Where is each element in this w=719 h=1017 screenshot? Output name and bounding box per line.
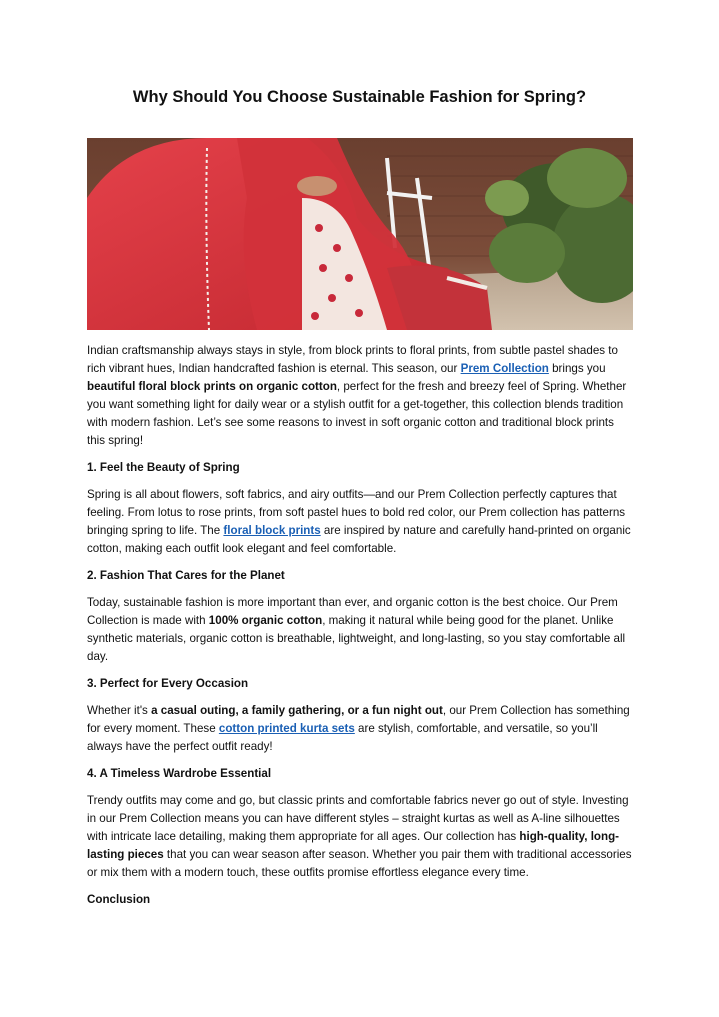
intro-paragraph: Indian craftsmanship always stays in style, from block prints to floral prints, from subtle pastel shades to rich vibrant hues, Indian handcrafted fashion is eternal. This season, our Prem Collection brings you beautiful floral block prints on organic cotton, perfect for the fresh and breezy feel of Spring. Whether you want something light for daily wear or a stylish outfit for a get-together, this collection blends tradition with modern fashion. Let’s see some reasons to invest in soft organic cotton and traditional block prints this spring! xyxy=(87,344,627,447)
section-3-heading: 3. Perfect for Every Occasion xyxy=(87,677,249,690)
section-2-heading: 2. Fashion That Cares for the Planet xyxy=(87,569,285,582)
section-4-heading: 4. A Timeless Wardrobe Essential xyxy=(87,767,272,780)
prem-collection-link[interactable]: Prem Collection xyxy=(460,362,549,375)
hero-photo-illustration xyxy=(87,138,633,330)
article-body xyxy=(87,342,635,918)
conclusion-heading: Conclusion xyxy=(87,893,151,906)
cotton-printed-kurta-sets-link[interactable]: cotton printed kurta sets xyxy=(218,722,355,735)
section-4-paragraph: Trendy outfits may come and go, but classic prints and comfortable fabrics never go out of style. Investing in our Prem Collection means you can have different styles – straight kurtas as well as A-line silhouettes with intricate lace detailing, making them appropriate for all ages. Our collection has high-quality, long-lasting pieces that you can wear season after season. Whether you pair them with traditional accessories or mix them with a modern touch, these outfits promise effortless elegance every time. xyxy=(87,794,632,879)
floral-block-prints-link[interactable]: floral block prints xyxy=(223,524,321,537)
section-3-paragraph: Whether it's a casual outing, a family gathering, or a fun night out, our Prem Collection has something for every moment. These cotton printed kurta sets are stylish, comfortable, and versatile, so you’ll always have the perfect outfit ready! xyxy=(87,704,630,753)
page-title: Why Should You Choose Sustainable Fashion for Spring? xyxy=(132,88,587,106)
section-2-paragraph: Today, sustainable fashion is more important than ever, and organic cotton is the best choice. Our Prem Collection is made with 100% organic cotton, making it natural while being good for the planet. Unlike synthetic materials, organic cotton is breathable, lightweight, and long-lasting, so you stay comfortable all day. xyxy=(87,596,626,663)
section-1-heading: 1. Feel the Beauty of Spring xyxy=(87,461,240,474)
hero-photo xyxy=(87,138,633,330)
section-1-paragraph: Spring is all about flowers, soft fabrics, and airy outfits—and our Prem Collection perfectly captures that feeling. From lotus to rose prints, from soft pastel hues to bold red color, our Prem collection has patterns bringing spring to life. The floral block prints are inspired by nature and carefully hand-printed on organic cotton, making each outfit look elegant and feel comfortable. xyxy=(87,488,631,555)
